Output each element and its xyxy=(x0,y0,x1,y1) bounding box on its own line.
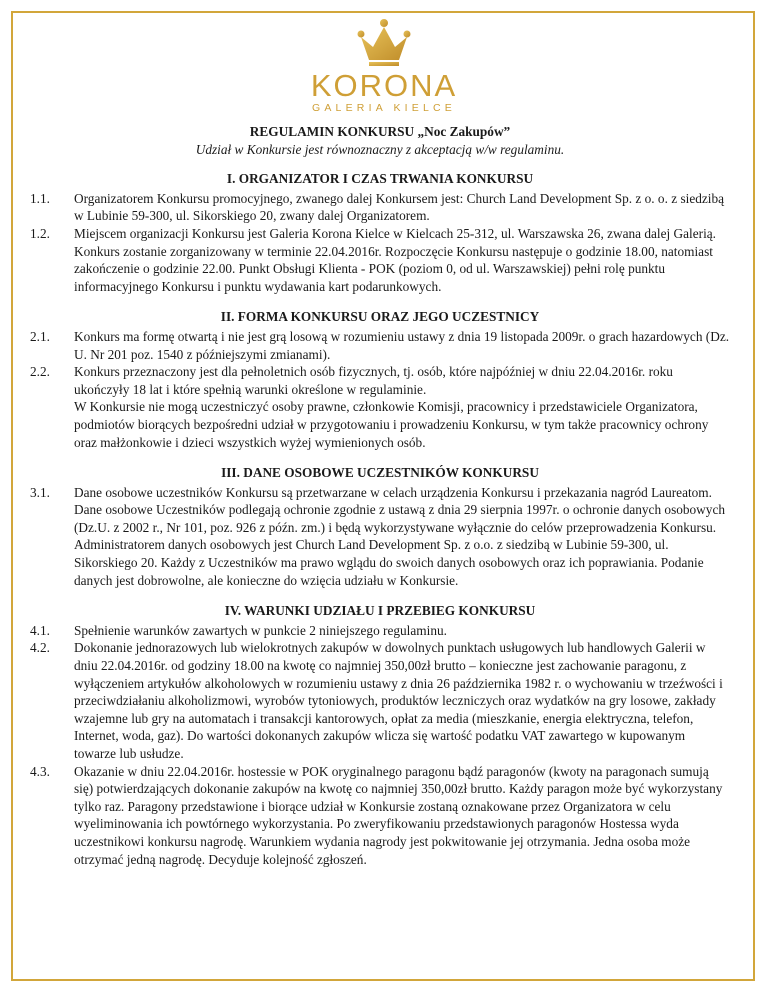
document-title: REGULAMIN KONKURSU „Noc Zakupów” xyxy=(249,124,511,139)
clause-number: 2.1. xyxy=(30,328,50,344)
clause-number: 4.1. xyxy=(30,622,50,638)
crown-icon xyxy=(355,18,413,68)
section-organizer xyxy=(30,170,730,295)
section-title: III. DANE OSOBOWE UCZESTNIKÓW KONKURSU xyxy=(221,465,539,481)
clause-number: 1.2. xyxy=(30,225,50,241)
clause-4-3 xyxy=(30,763,730,869)
clause-4-1 xyxy=(30,622,730,640)
clause-number: 3.1. xyxy=(30,484,50,500)
document-subtitle: Udział w Konkursie jest równoznaczny z akceptacją w/w regulaminu. xyxy=(195,141,565,157)
logo-subtitle: GALERIA KIELCE xyxy=(311,102,456,114)
clause-text: Organizatorem Konkursu promocyjnego, zwanego dalej Konkursem jest: Church Land Development Sp. z o. o. z siedzibą w Lubinie 59-300, ul. Sikorskiego 20, zwany dalej Organizatorem. xyxy=(74,190,725,224)
section-title: I. ORGANIZATOR I CZAS TRWANIA KONKURSU xyxy=(226,171,534,187)
clause-number: 4.3. xyxy=(30,763,50,779)
section-title: II. FORMA KONKURSU ORAZ JEGO UCZESTNICY xyxy=(220,309,540,325)
clause-2-1 xyxy=(30,328,730,363)
document-body xyxy=(30,123,730,881)
section-conditions xyxy=(30,602,730,868)
clause-text: Dane osobowe Uczestników podlegają ochronie zgodnie z ustawą z dnia 29 sierpnia 1997r. o ochronie danych osobowych (Dz.U. z 2002 r., Nr 101, poz. 926 z późn. zm.) i będą wykorzystywane wyłącznie do celów przeprowadzenia Konkursu. Administratorem danych osobowych jest Church Land Development Sp. z o.o. z siedzibą w Lubinie 59-300, ul. Sikorskiego 20. Każdy z Uczestników ma prawo wglądu do swoich danych osobowych oraz ich poprawiania. Podanie danych jest dobrowolne, ale konieczne do wzięcia udziału w Konkursie. xyxy=(74,502,725,588)
clause-1-2 xyxy=(30,225,730,295)
clause-number: 4.2. xyxy=(30,640,50,656)
clause-text: Miejscem organizacji Konkursu jest Galeria Korona Kielce w Kielcach 25-312, ul. Warszawska 26, zwana dalej Galerią. Konkurs zostanie zorganizowany w terminie 22.04.2016r. Rozpoczęcie Konkursu następuje o godzinie 18.00, natomiast zakończenie o godzinie 22.00. Punkt Obsługi Klienta - POK (poziom 0, od ul. Warszawskiej) pełni rolę punktu informacyjnego Konkursu i punktu wydawania kart podarunkowych. xyxy=(74,225,716,294)
korona-logo xyxy=(0,18,768,114)
section-title: IV. WARUNKI UDZIAŁU I PRZEBIEG KONKURSU xyxy=(224,603,536,619)
clause-text: Spełnienie warunków zawartych w punkcie 2 niniejszego regulaminu. xyxy=(74,622,447,638)
clause-text: Dane osobowe uczestników Konkursu są przetwarzane w celach urządzenia Konkursu i przekazania nagród Laureatom. xyxy=(74,484,712,500)
clause-text: Konkurs ma formę otwartą i nie jest grą losową w rozumieniu ustawy z dnia 19 listopada 2009r. o grach hazardowych (Dz. U. Nr 201 poz. 1540 z późniejszymi zmianami). xyxy=(74,328,730,362)
clause-number: 1.1. xyxy=(30,190,50,206)
logo-name: KORONA xyxy=(310,68,458,103)
clause-4-2 xyxy=(30,639,730,762)
clause-3-1 xyxy=(30,484,730,590)
section-form xyxy=(30,308,730,451)
clause-text: W Konkursie nie mogą uczestniczyć osoby prawne, członkowie Komisji, pracownicy i przedstawiciele Organizatora, podmiotów biorących bezpośredni udział w przygotowaniu i prowadzeniu Konkursu, w tym także pracownicy ochrony oraz małżonkowie i dzieci wszystkich wyżej wymienionych osób. xyxy=(74,399,709,450)
clause-text: Okazanie w dniu 22.04.2016r. hostessie w POK oryginalnego paragonu bądź paragonów (kwoty na paragonach sumują się) potwierdzających dokonanie zakupów na kwotę co najmniej 350,00zł brutto. Każdy paragon może być wykorzystany tylko raz. Paragony przedstawione i biorące udział w Konkursie zostaną oznakowane przez Organizatora w celu wyeliminowania ich powtórnego wykorzystania. Po zweryfikowaniu przedstawionych paragonów Hostessa wyda uczestnikowi konkursu nagrodę. Warunkiem wydania nagrody jest pokwitowanie jej otrzymania. Jedna osoba może otrzymać jedną nagrodę. Decyduje kolejność zgłoszeń. xyxy=(74,763,723,867)
section-personal-data xyxy=(30,464,730,589)
clause-2-2 xyxy=(30,363,730,451)
clause-text: Konkurs przeznaczony jest dla pełnoletnich osób fizycznych, tj. osób, które najpóźniej w dniu 22.04.2016r. roku ukończyły 18 lat i które spełnią warunki określone w regulaminie. xyxy=(74,364,673,397)
clause-number: 2.2. xyxy=(30,364,50,380)
clause-1-1 xyxy=(30,190,730,225)
clause-text: Dokonanie jednorazowych lub wielokrotnych zakupów w dowolnych punktach usługowych lub handlowych Galerii w dniu 22.04.2016r. od godziny 18.00 na kwotę co najmniej 350,00zł brutto – konieczne jest zachowanie paragonu, z wyłączeniem artykułów alkoholowych w rozumieniu ustawy z dnia 26 października 1982 r. o wychowaniu w trzeźwości i przeciwdziałaniu alkoholizmowi, wyrobów tytoniowych, produktów leczniczych oraz wydatków na gry losowe, zakłady wzajemne lub gry na automatach i transakcji kantorowych, opłat za media (mieszkanie, energia elektryczna, telefon, Internet, woda, gaz). Do wartości dokonanych zakupów wlicza się wartość podatku VAT zawartego w kupowanym towarze lub usłudze. xyxy=(74,640,723,761)
